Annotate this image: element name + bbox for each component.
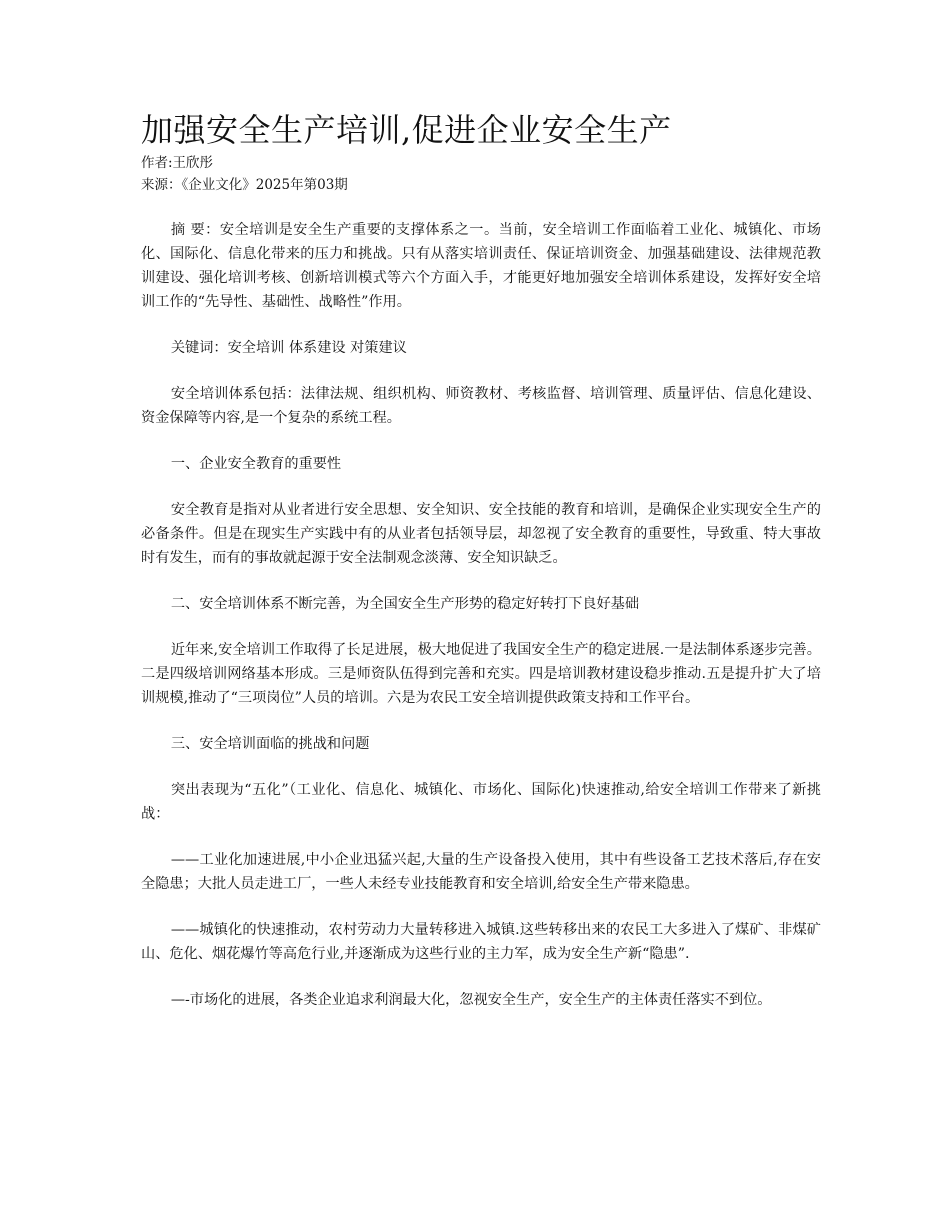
body-paragraph: 近年来,安全培训工作取得了长足进展，极大地促进了我国安全生产的稳定进展.一是法制体系逐步完善。二是四级培训网络基本形成。三是师资队伍得到完善和充实。四是培训教材建设稳步推动.五是提升扩大了培训规模,推动了“三项岗位”人员的培训。六是为农民工安全培训提供政策支持和工作平台。 <box>141 642 821 706</box>
article-body <box>141 218 821 1012</box>
article-author: 作者:王欣彤 <box>141 155 214 171</box>
article-title: 加强安全生产培训,促进企业安全生产 <box>141 111 672 149</box>
keywords-paragraph: 关键词：安全培训 体系建设 对策建议 <box>170 340 407 356</box>
section-heading-3: 三、安全培训面临的挑战和问题 <box>170 736 370 752</box>
document-page <box>141 110 821 1034</box>
abstract-paragraph: 摘 要：安全培训是安全生产重要的支撑体系之一。当前，安全培训工作面临着工业化、城镇化、市场化、国际化、信息化带来的压力和挑战。只有从落实培训责任、保证培训资金、加强基础建设、法律规范教训建设、强化培训考核、创新培训模式等六个方面入手，才能更好地加强安全培训体系建设，发挥好安全培训工作的“先导性、基础性、战略性”作用。 <box>141 222 821 310</box>
article-source: 来源：《企业文化》2025年第03期 <box>141 177 348 193</box>
section-heading-1: 一、企业安全教育的重要性 <box>170 456 342 472</box>
section-heading-2: 二、安全培训体系不断完善，为全国安全生产形势的稳定好转打下良好基础 <box>170 596 640 612</box>
body-paragraph: ——城镇化的快速推动，农村劳动力大量转移进入城镇.这些转移出来的农民工大多进入了煤矿、非煤矿山、危化、烟花爆竹等高危行业,并逐渐成为这些行业的主力军，成为安全生产新“隐患”. <box>141 922 821 962</box>
body-paragraph: ——工业化加速进展,中小企业迅猛兴起,大量的生产设备投入使用，其中有些设备工艺技术落后,存在安全隐患；大批人员走进工厂，一些人未经专业技能教育和安全培训,给安全生产带来隐患。 <box>141 852 821 892</box>
body-paragraph: 突出表现为“五化”（工业化、信息化、城镇化、市场化、国际化)快速推动,给安全培训工作带来了新挑战： <box>141 782 821 822</box>
body-paragraph: 安全培训体系包括：法律法规、组织机构、师资教材、考核监督、培训管理、质量评估、信息化建设、资金保障等内容,是一个复杂的系统工程。 <box>141 386 821 426</box>
body-paragraph: 安全教育是指对从业者进行安全思想、安全知识、安全技能的教育和培训，是确保企业实现安全生产的必备条件。但是在现实生产实践中有的从业者包括领导层，却忽视了安全教育的重要性，导致重、特大事故时有发生，而有的事故就起源于安全法制观念淡薄、安全知识缺乏。 <box>141 502 821 566</box>
body-paragraph: —-市场化的进展，各类企业追求利润最大化，忽视安全生产，安全生产的主体责任落实不到位。 <box>170 992 772 1008</box>
